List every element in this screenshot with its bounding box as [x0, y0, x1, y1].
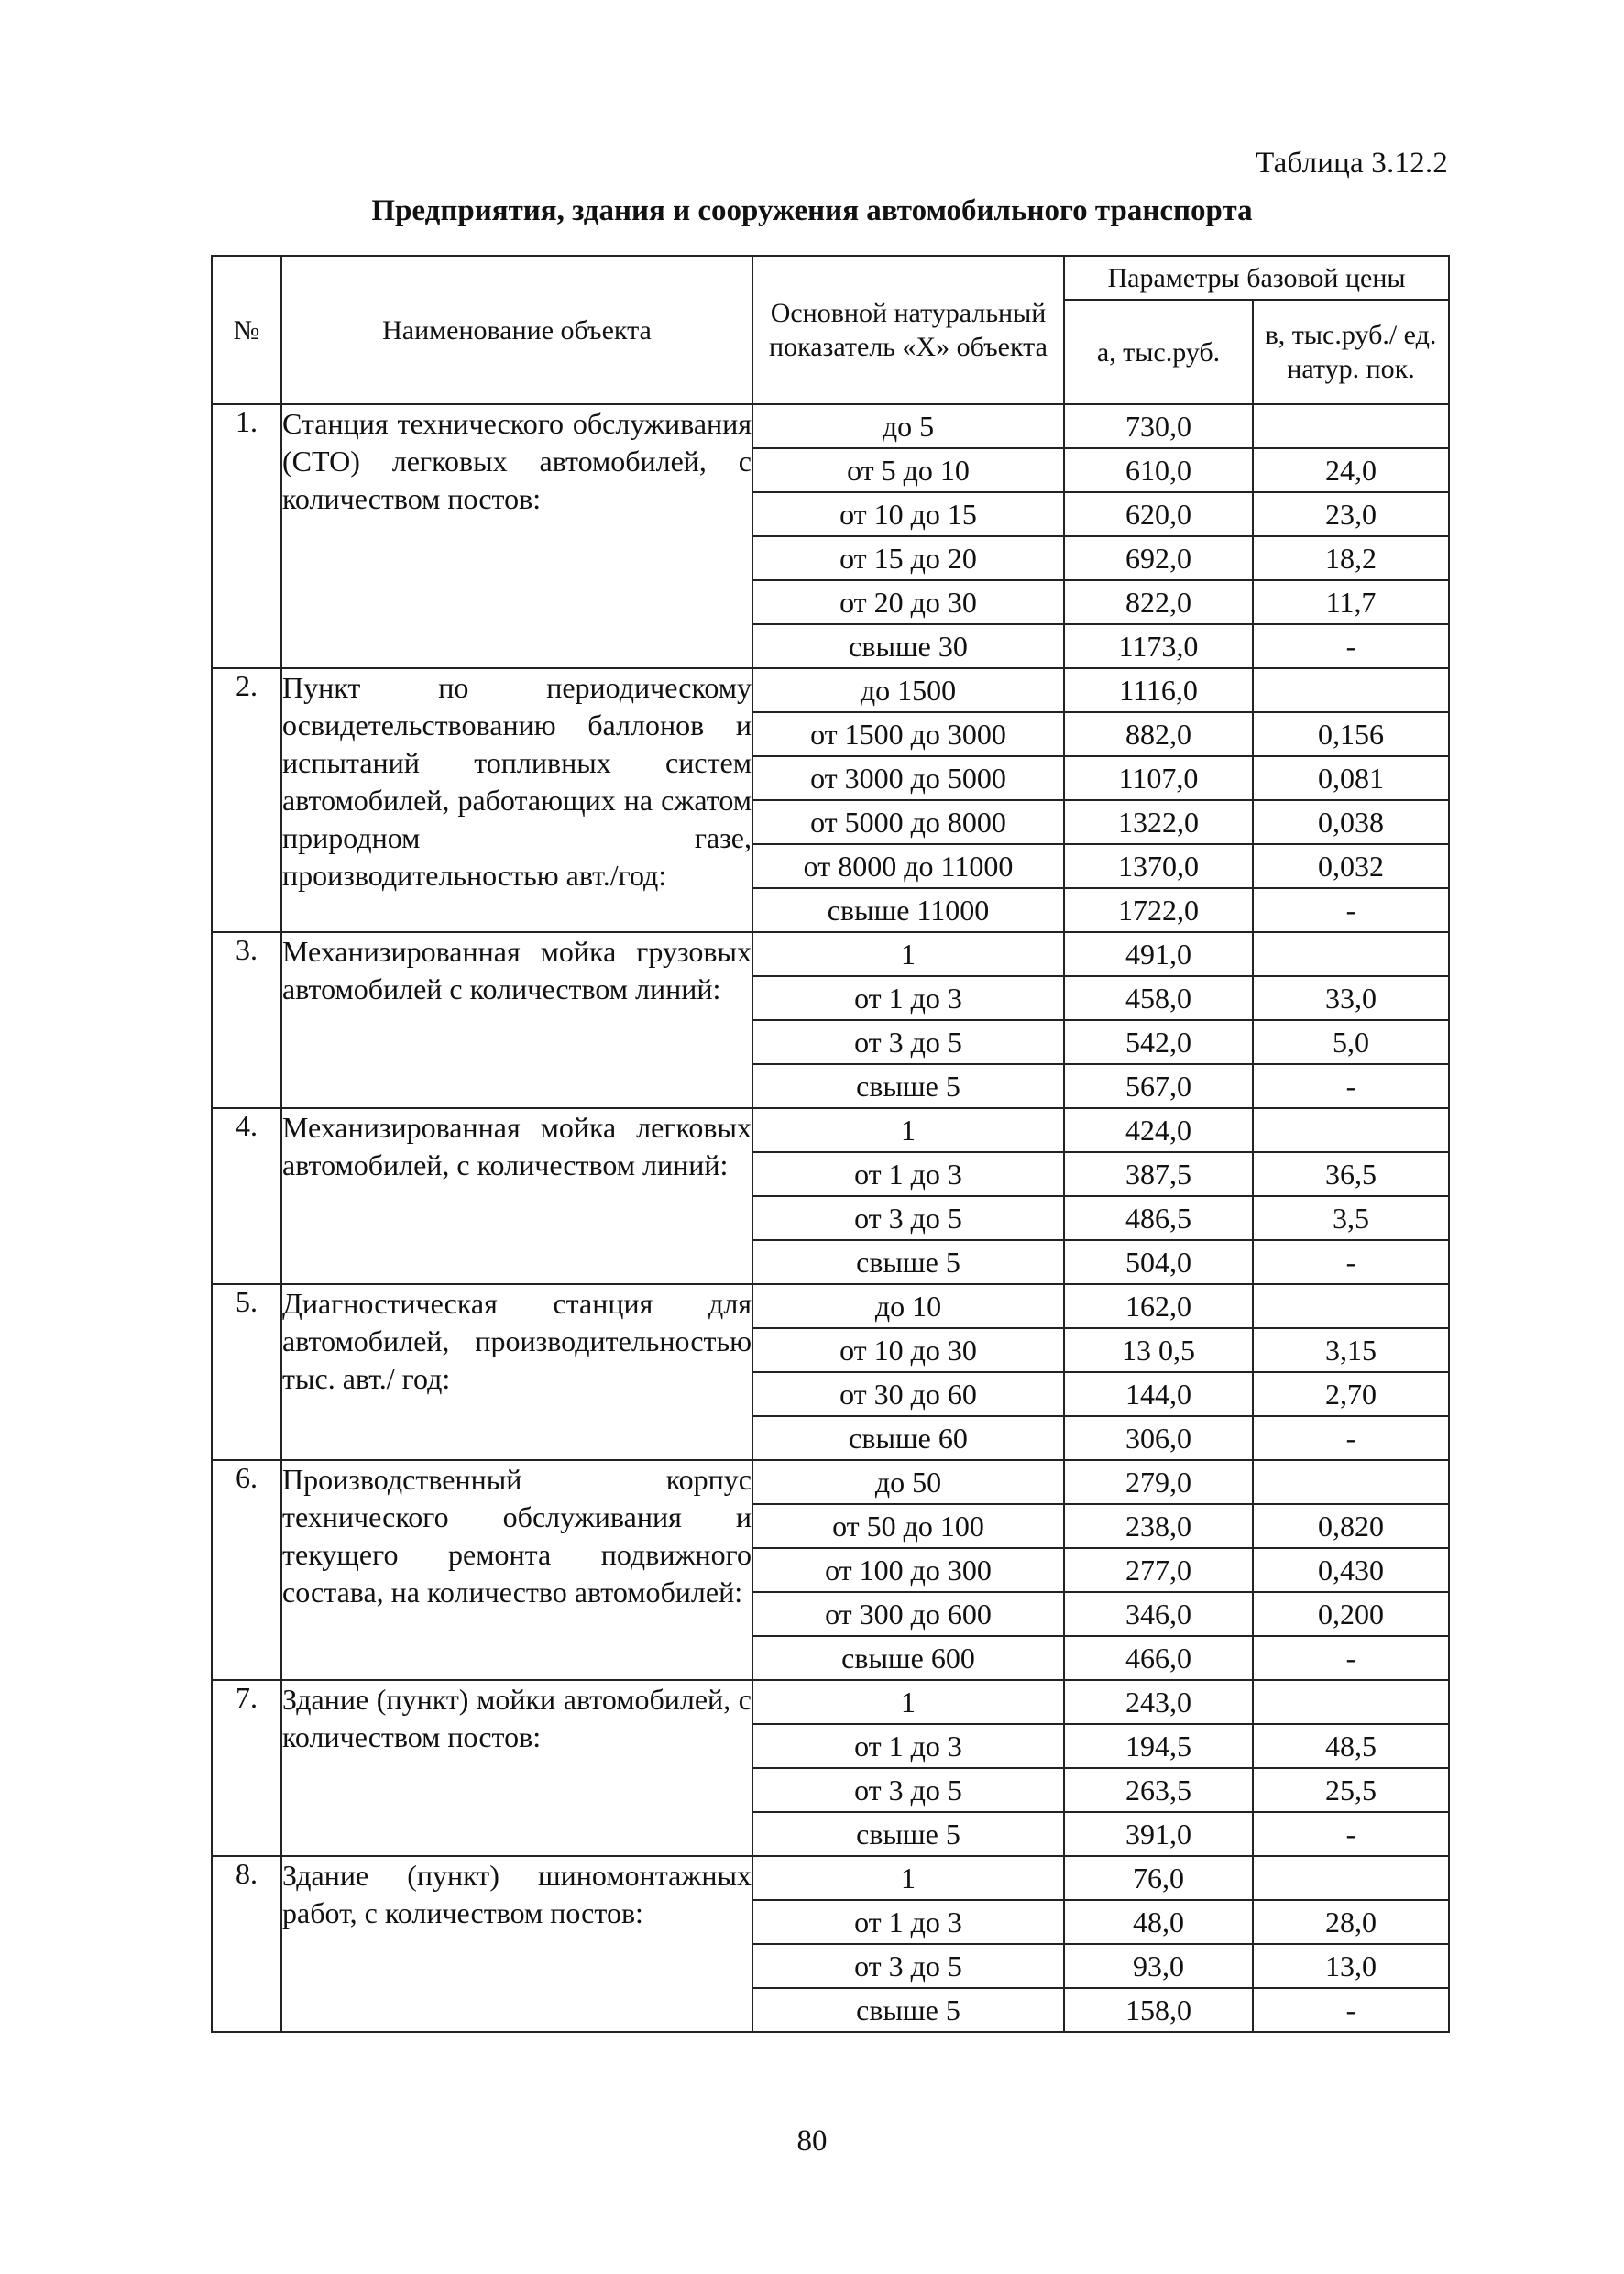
price-b-cell: - [1253, 1240, 1449, 1284]
price-b-cell: 13,0 [1253, 1944, 1449, 1988]
price-a-cell: 882,0 [1064, 712, 1253, 756]
table-row [212, 1460, 1449, 1504]
price-a-cell: 486,5 [1064, 1196, 1253, 1240]
price-b-cell: - [1253, 1988, 1449, 2032]
price-a-cell: 424,0 [1064, 1108, 1253, 1152]
main-indicator-cell: от 1 до 3 [752, 1152, 1064, 1196]
row-number: 4. [212, 1108, 281, 1284]
table-row [212, 932, 1449, 976]
table-body [212, 404, 1449, 2032]
price-a-cell: 162,0 [1064, 1284, 1253, 1328]
price-a-cell: 1107,0 [1064, 756, 1253, 800]
price-a-cell: 542,0 [1064, 1020, 1253, 1064]
main-indicator-cell: до 50 [752, 1460, 1064, 1504]
main-indicator-cell: свыше 60 [752, 1416, 1064, 1460]
price-a-cell: 1370,0 [1064, 844, 1253, 888]
price-b-cell: 25,5 [1253, 1768, 1449, 1812]
price-a-cell: 387,5 [1064, 1152, 1253, 1196]
main-indicator-cell: от 8000 до 11000 [752, 844, 1064, 888]
row-number: 1. [212, 404, 281, 668]
price-b-cell [1253, 1460, 1449, 1504]
price-b-cell: 0,156 [1253, 712, 1449, 756]
object-name: Станция технического обслуживания (СТО) легковых автомобилей, с количеством постов: [281, 404, 752, 668]
main-indicator-cell: от 3 до 5 [752, 1020, 1064, 1064]
price-a-cell: 620,0 [1064, 492, 1253, 536]
price-a-cell: 76,0 [1064, 1856, 1253, 1900]
price-a-cell: 306,0 [1064, 1416, 1253, 1460]
object-name: Механизированная мойка легковых автомобилей, с количеством линий: [281, 1108, 752, 1284]
price-a-cell: 277,0 [1064, 1548, 1253, 1592]
object-name: Производственный корпус технического обслуживания и текущего ремонта подвижного состава, на количество автомобилей: [281, 1460, 752, 1680]
price-b-cell: 24,0 [1253, 448, 1449, 492]
main-indicator-cell: 1 [752, 932, 1064, 976]
main-indicator-cell: от 10 до 30 [752, 1328, 1064, 1372]
main-indicator-cell: от 30 до 60 [752, 1372, 1064, 1416]
header-b: в, тыс.руб./ ед. натур. пок. [1253, 300, 1449, 404]
price-a-cell: 822,0 [1064, 580, 1253, 624]
main-indicator-cell: 1 [752, 1108, 1064, 1152]
main-indicator-cell: от 100 до 300 [752, 1548, 1064, 1592]
price-a-cell: 458,0 [1064, 976, 1253, 1020]
table-row [212, 404, 1449, 448]
price-b-cell: - [1253, 1064, 1449, 1108]
price-b-cell: 18,2 [1253, 536, 1449, 580]
price-a-cell: 194,5 [1064, 1724, 1253, 1768]
main-indicator-cell: свыше 600 [752, 1636, 1064, 1680]
price-a-cell: 1322,0 [1064, 800, 1253, 844]
price-a-cell: 93,0 [1064, 1944, 1253, 1988]
price-b-cell: 0,200 [1253, 1592, 1449, 1636]
price-a-cell: 13 0,5 [1064, 1328, 1253, 1372]
table-row [212, 668, 1449, 712]
price-b-cell: 0,430 [1253, 1548, 1449, 1592]
price-b-cell: 33,0 [1253, 976, 1449, 1020]
main-indicator-cell: от 300 до 600 [752, 1592, 1064, 1636]
main-indicator-cell: от 3 до 5 [752, 1768, 1064, 1812]
main-indicator-cell: 1 [752, 1856, 1064, 1900]
row-number: 5. [212, 1284, 281, 1460]
header-num: № [212, 256, 281, 404]
price-a-cell: 504,0 [1064, 1240, 1253, 1284]
price-b-cell [1253, 1284, 1449, 1328]
main-indicator-cell: от 15 до 20 [752, 536, 1064, 580]
row-number: 6. [212, 1460, 281, 1680]
price-b-cell: 0,081 [1253, 756, 1449, 800]
price-a-cell: 610,0 [1064, 448, 1253, 492]
main-indicator-cell: свыше 30 [752, 624, 1064, 668]
price-a-cell: 243,0 [1064, 1680, 1253, 1724]
main-indicator-cell: от 50 до 100 [752, 1504, 1064, 1548]
row-number: 7. [212, 1680, 281, 1856]
price-b-cell [1253, 668, 1449, 712]
object-name: Диагностическая станция для автомобилей, производительностью тыс. авт./ год: [281, 1284, 752, 1460]
main-indicator-cell: свыше 11000 [752, 888, 1064, 932]
price-b-cell [1253, 404, 1449, 448]
table-row [212, 1856, 1449, 1900]
price-b-cell: 48,5 [1253, 1724, 1449, 1768]
price-b-cell [1253, 932, 1449, 976]
price-a-cell: 491,0 [1064, 932, 1253, 976]
price-a-cell: 391,0 [1064, 1812, 1253, 1856]
main-indicator-cell: от 20 до 30 [752, 580, 1064, 624]
price-b-cell: 0,032 [1253, 844, 1449, 888]
price-b-cell: - [1253, 888, 1449, 932]
main-indicator-cell: до 10 [752, 1284, 1064, 1328]
price-a-cell: 158,0 [1064, 1988, 1253, 2032]
main-indicator-cell: от 1500 до 3000 [752, 712, 1064, 756]
main-indicator-cell: от 5 до 10 [752, 448, 1064, 492]
main-indicator-cell: свыше 5 [752, 1812, 1064, 1856]
price-a-cell: 48,0 [1064, 1900, 1253, 1944]
price-b-cell: - [1253, 1812, 1449, 1856]
table-row [212, 1680, 1449, 1724]
main-indicator-cell: до 1500 [752, 668, 1064, 712]
main-indicator-cell: от 5000 до 8000 [752, 800, 1064, 844]
price-a-cell: 1173,0 [1064, 624, 1253, 668]
table-row [212, 1284, 1449, 1328]
table-header-row [212, 256, 1449, 300]
price-b-cell [1253, 1108, 1449, 1152]
main-indicator-cell: от 3 до 5 [752, 1944, 1064, 1988]
price-b-cell: - [1253, 1636, 1449, 1680]
object-name: Здание (пункт) шиномонтажных работ, с количеством постов: [281, 1856, 752, 2032]
main-indicator-cell: от 1 до 3 [752, 1900, 1064, 1944]
price-b-cell: - [1253, 624, 1449, 668]
price-b-cell: 0,038 [1253, 800, 1449, 844]
price-a-cell: 692,0 [1064, 536, 1253, 580]
price-a-cell: 263,5 [1064, 1768, 1253, 1812]
price-a-cell: 730,0 [1064, 404, 1253, 448]
table-row [212, 1108, 1449, 1152]
header-price-params: Параметры базовой цены [1064, 256, 1449, 300]
object-name: Здание (пункт) мойки автомобилей, с количеством постов: [281, 1680, 752, 1856]
main-indicator-cell: свыше 5 [752, 1240, 1064, 1284]
object-name: Механизированная мойка грузовых автомобилей с количеством линий: [281, 932, 752, 1108]
price-a-cell: 144,0 [1064, 1372, 1253, 1416]
row-number: 3. [212, 932, 281, 1108]
price-a-cell: 1116,0 [1064, 668, 1253, 712]
price-table [211, 255, 1450, 2033]
page-number: 80 [796, 2125, 828, 2158]
main-indicator-cell: от 3 до 5 [752, 1196, 1064, 1240]
row-number: 8. [212, 1856, 281, 2032]
main-indicator-cell: от 1 до 3 [752, 976, 1064, 1020]
price-b-cell: 23,0 [1253, 492, 1449, 536]
price-b-cell: 11,7 [1253, 580, 1449, 624]
object-name: Пункт по периодическому освидетельствованию баллонов и испытаний топливных систем автомобилей, работающих на сжатом природном газе, производительностью авт./год: [281, 668, 752, 932]
price-b-cell: 3,5 [1253, 1196, 1449, 1240]
price-a-cell: 466,0 [1064, 1636, 1253, 1680]
header-main-indicator: Основной натуральный показатель «Х» объекта [752, 256, 1064, 404]
price-a-cell: 279,0 [1064, 1460, 1253, 1504]
price-b-cell: 0,820 [1253, 1504, 1449, 1548]
price-b-cell: - [1253, 1416, 1449, 1460]
main-indicator-cell: от 10 до 15 [752, 492, 1064, 536]
price-b-cell: 36,5 [1253, 1152, 1449, 1196]
price-b-cell: 5,0 [1253, 1020, 1449, 1064]
main-indicator-cell: 1 [752, 1680, 1064, 1724]
header-name: Наименование объекта [281, 256, 752, 404]
main-indicator-cell: от 1 до 3 [752, 1724, 1064, 1768]
price-a-cell: 567,0 [1064, 1064, 1253, 1108]
main-indicator-cell: до 5 [752, 404, 1064, 448]
main-indicator-cell: свыше 5 [752, 1988, 1064, 2032]
price-b-cell [1253, 1680, 1449, 1724]
main-indicator-cell: свыше 5 [752, 1064, 1064, 1108]
price-b-cell: 2,70 [1253, 1372, 1449, 1416]
price-a-cell: 238,0 [1064, 1504, 1253, 1548]
page-title: Предприятия, здания и сооружения автомобильного транспорта [371, 194, 1253, 227]
price-b-cell [1253, 1856, 1449, 1900]
price-b-cell: 3,15 [1253, 1328, 1449, 1372]
main-indicator-cell: от 3000 до 5000 [752, 756, 1064, 800]
price-b-cell: 28,0 [1253, 1900, 1449, 1944]
header-a: а, тыс.руб. [1064, 300, 1253, 404]
table-number: Таблица 3.12.2 [1256, 147, 1448, 180]
price-a-cell: 346,0 [1064, 1592, 1253, 1636]
price-a-cell: 1722,0 [1064, 888, 1253, 932]
row-number: 2. [212, 668, 281, 932]
